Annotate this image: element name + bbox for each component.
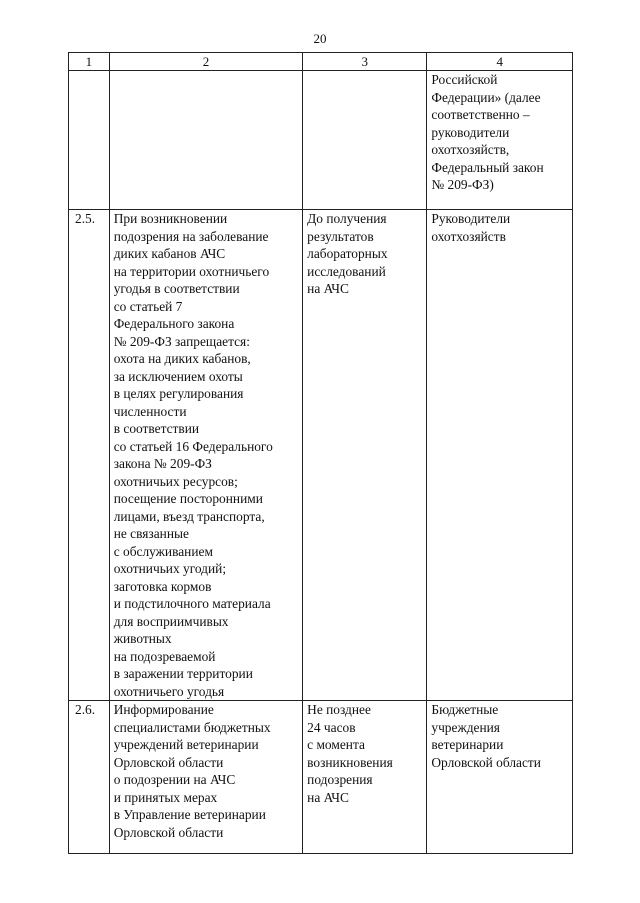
- text-line: со статьей 16 Федерального: [113, 438, 273, 454]
- text-line: в заражении территории: [113, 666, 253, 681]
- column-header-3: 3: [303, 53, 427, 71]
- table-row: [69, 210, 573, 701]
- text-line: До получения: [307, 211, 387, 226]
- text-line: При возникновении: [113, 211, 228, 226]
- text-line: на АЧС: [307, 281, 349, 296]
- text-line: охота на диких кабанов,: [113, 351, 251, 366]
- column-header-4: 4: [427, 53, 573, 71]
- text-line: в Управление ветеринарии: [113, 807, 266, 822]
- text-line: учреждений ветеринарии: [113, 737, 259, 752]
- measure-responsible: [427, 71, 573, 210]
- text-line: Не позднее: [307, 702, 371, 717]
- measure-deadline: [303, 210, 427, 701]
- text-line: Российской: [431, 72, 498, 87]
- text-line: Орловской области: [431, 754, 541, 770]
- text-line: Орловской области: [113, 754, 224, 770]
- text-line: угодья в соответствии: [113, 281, 240, 296]
- text-line: лицами, въезд транспорта,: [113, 508, 265, 524]
- text-line: подозрения: [307, 772, 373, 787]
- text-line: в целях регулирования: [113, 386, 244, 401]
- text-line: охотничьего угодья: [113, 683, 225, 699]
- text-line: закона № 209-ФЗ: [113, 456, 212, 471]
- text-line: охотхозяйств: [431, 228, 506, 244]
- text-line: на территории охотничьего: [113, 263, 270, 279]
- measure-responsible: [427, 701, 573, 854]
- text-line: лабораторных: [307, 246, 388, 261]
- text-line: ветеринарии: [431, 737, 504, 752]
- text-line: и подстилочного материала: [113, 596, 271, 611]
- text-line: не связанные: [113, 526, 189, 541]
- table-row: [69, 71, 573, 210]
- text-line: заготовка кормов: [113, 578, 212, 594]
- text-line: учреждения: [431, 719, 500, 735]
- text-line: за исключением охоты: [113, 368, 243, 384]
- text-line: охотничьих ресурсов;: [113, 473, 238, 489]
- item-number: [69, 71, 110, 210]
- item-number: 2.5.: [69, 210, 110, 701]
- text-line: возникновения: [307, 754, 393, 770]
- text-line: диких кабанов АЧС: [113, 246, 226, 261]
- text-line: со статьей 7: [113, 298, 183, 314]
- text-line: 24 часов: [307, 719, 356, 735]
- text-line: о подозрении на АЧС: [113, 772, 236, 787]
- text-line: численности: [113, 403, 187, 419]
- text-line: № 209-ФЗ): [431, 177, 494, 192]
- table-header-row: [69, 53, 573, 71]
- text-line: Орловской области: [113, 824, 224, 840]
- text-line: охотничьих угодий;: [113, 561, 227, 576]
- text-line: Бюджетные: [431, 702, 499, 717]
- measure-description: [109, 701, 302, 854]
- text-line: Руководители: [431, 211, 511, 226]
- text-line: для восприимчивых: [113, 613, 229, 629]
- text-line: подозрения на заболевание: [113, 228, 269, 244]
- text-line: руководители: [431, 124, 510, 140]
- page-number: 20: [313, 31, 327, 46]
- text-line: Федерации» (далее: [431, 89, 541, 105]
- table-row: [69, 701, 573, 854]
- text-line: исследований: [307, 263, 386, 279]
- text-line: Федеральный закон: [431, 159, 544, 175]
- text-line: Федерального закона: [113, 316, 235, 331]
- text-line: посещение посторонними: [113, 491, 263, 506]
- text-line: в соответствии: [113, 421, 200, 436]
- measure-description: [109, 71, 302, 210]
- text-line: № 209-ФЗ запрещается:: [113, 333, 250, 349]
- measure-responsible: [427, 210, 573, 701]
- text-line: на подозреваемой: [113, 648, 216, 664]
- item-number: 2.6.: [69, 701, 110, 854]
- text-line: охотхозяйств,: [431, 142, 510, 157]
- text-line: с обслуживанием: [113, 543, 213, 559]
- measures-table: [68, 52, 573, 854]
- measure-deadline: [303, 701, 427, 854]
- text-line: специалистами бюджетных: [113, 719, 271, 735]
- column-header-1: 1: [69, 53, 110, 71]
- measure-deadline: [303, 71, 427, 210]
- column-header-2: 2: [109, 53, 302, 71]
- text-line: на АЧС: [307, 789, 349, 805]
- text-line: результатов: [307, 228, 374, 244]
- text-line: животных: [113, 631, 172, 646]
- text-line: Информирование: [113, 702, 214, 717]
- text-line: соответственно –: [431, 107, 530, 122]
- text-line: с момента: [307, 737, 365, 752]
- text-line: и принятых мерах: [113, 789, 218, 805]
- measure-description: [109, 210, 302, 701]
